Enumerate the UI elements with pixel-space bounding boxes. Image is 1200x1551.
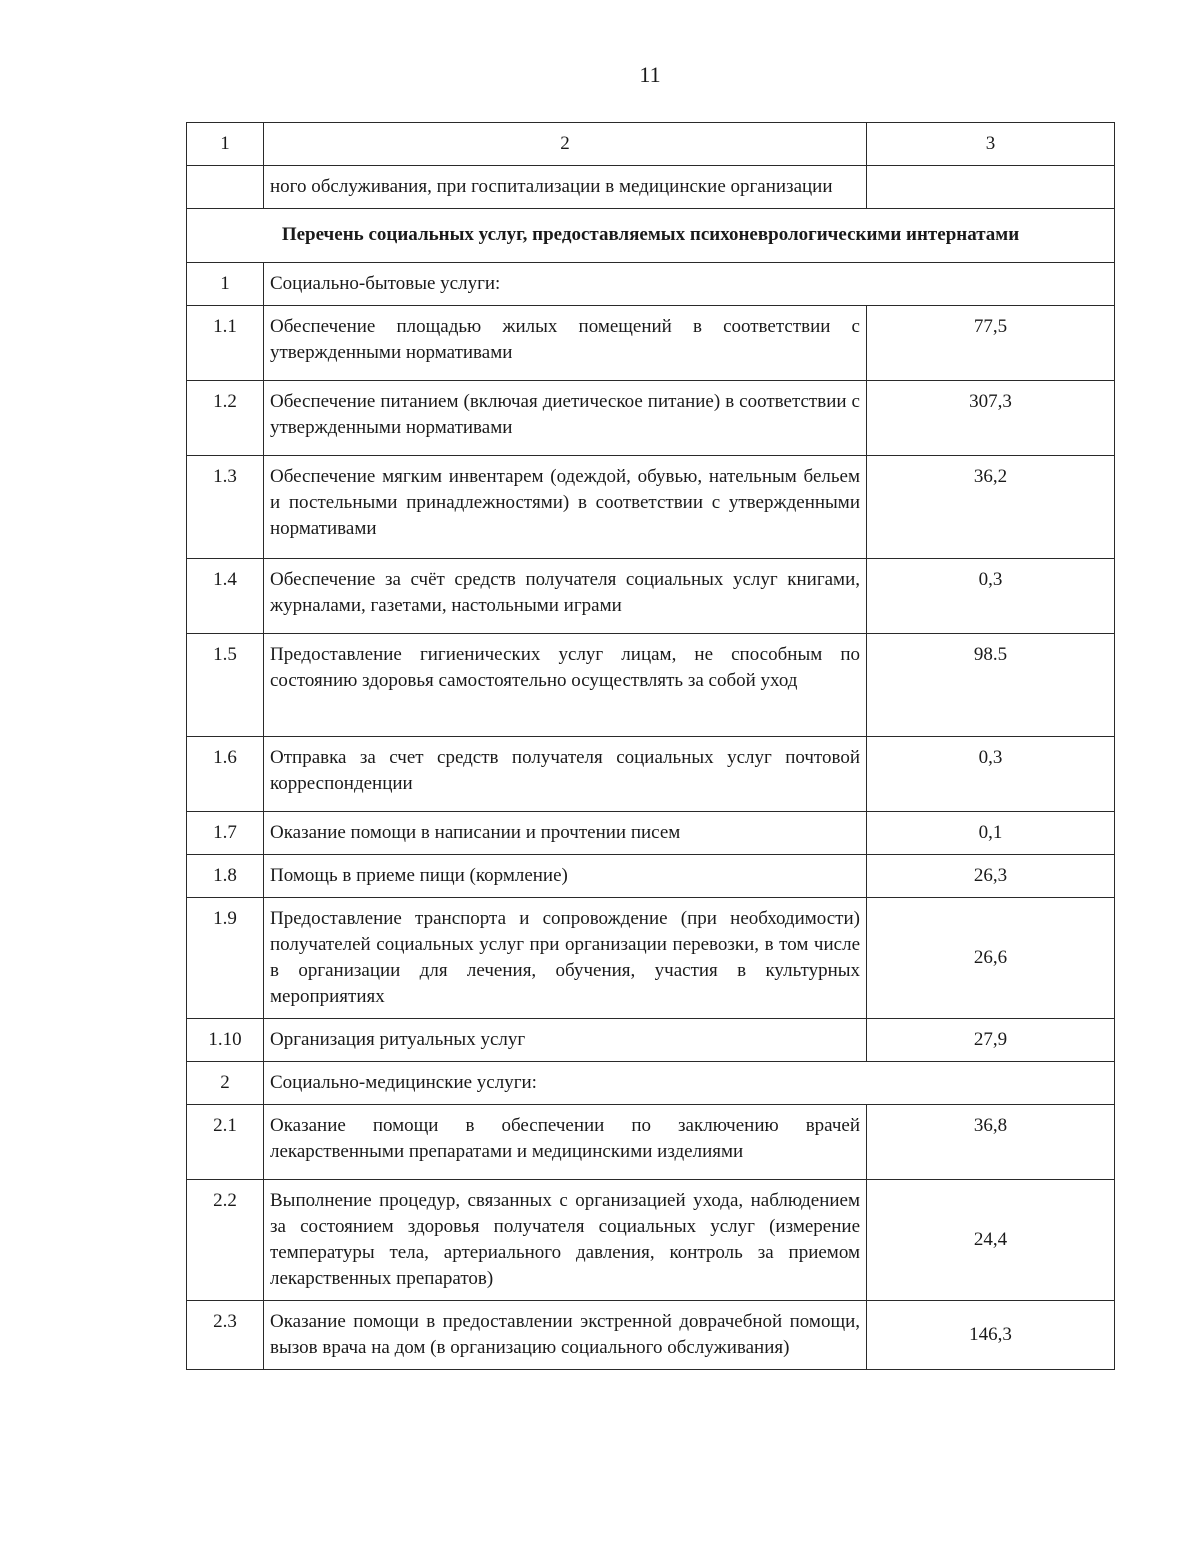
table-row: [187, 306, 1115, 381]
section-title-row: [187, 209, 1115, 263]
table-row: [187, 634, 1115, 737]
header-cell-1: 1: [187, 123, 264, 166]
table-row: [187, 812, 1115, 855]
row-number: 1.8: [187, 855, 264, 898]
table-row: [187, 1180, 1115, 1301]
table-row: [187, 1301, 1115, 1370]
row-value: 0,3: [867, 737, 1115, 812]
row-number: 1.6: [187, 737, 264, 812]
row-value: 0,1: [867, 812, 1115, 855]
row-number: 1.10: [187, 1019, 264, 1062]
row-value: 26,6: [867, 898, 1115, 1019]
row-value: 36,2: [867, 456, 1115, 559]
row-value: 26,3: [867, 855, 1115, 898]
table-row: [187, 737, 1115, 812]
row-value: 27,9: [867, 1019, 1115, 1062]
table-row: [187, 855, 1115, 898]
table-row: [187, 898, 1115, 1019]
group-title: Социально-медицинские услуги:: [264, 1062, 1115, 1105]
row-number: 1.7: [187, 812, 264, 855]
header-cell-3: 3: [867, 123, 1115, 166]
row-description: Оказание помощи в предоставлении экстренной доврачебной помощи, вызов врача на дом (в организацию социального обслуживания): [264, 1301, 867, 1370]
group-row: [187, 1062, 1115, 1105]
table-header-row: [187, 123, 1115, 166]
row-number: 1.2: [187, 381, 264, 456]
row-description: Помощь в приеме пищи (кормление): [264, 855, 867, 898]
table-row: [187, 1019, 1115, 1062]
row-value: 98.5: [867, 634, 1115, 737]
row-number: 1.9: [187, 898, 264, 1019]
row-value: 36,8: [867, 1105, 1115, 1180]
group-row: [187, 263, 1115, 306]
row-number: 1.1: [187, 306, 264, 381]
table-row: [187, 456, 1115, 559]
row-description: Выполнение процедур, связанных с организацией ухода, наблюдением за состоянием здоровья получателя социальных услуг (измерение температуры тела, артериального давления, контроль за приемом лекарственных препаратов): [264, 1180, 867, 1301]
group-title: Социально-бытовые услуги:: [264, 263, 1115, 306]
row-description: Отправка за счет средств получателя социальных услуг почтовой корреспонденции: [264, 737, 867, 812]
table-row: [187, 381, 1115, 456]
table-row: [187, 1105, 1115, 1180]
row-value: 146,3: [867, 1301, 1115, 1370]
row-value: 77,5: [867, 306, 1115, 381]
continuation-value-cell: [867, 166, 1115, 209]
services-table: [186, 122, 1115, 1370]
page-number: 11: [639, 62, 661, 87]
group-number: 2: [187, 1062, 264, 1105]
row-description: Обеспечение за счёт средств получателя социальных услуг книгами, журналами, газетами, настольными играми: [264, 559, 867, 634]
row-number: 2.2: [187, 1180, 264, 1301]
row-number: 1.5: [187, 634, 264, 737]
row-description: Обеспечение площадью жилых помещений в соответствии с утвержденными нормативами: [264, 306, 867, 381]
row-number: 2.3: [187, 1301, 264, 1370]
row-number: 1.3: [187, 456, 264, 559]
continuation-row: [187, 166, 1115, 209]
row-description: Организация ритуальных услуг: [264, 1019, 867, 1062]
continuation-num-cell: [187, 166, 264, 209]
header-cell-2: 2: [264, 123, 867, 166]
row-description: Оказание помощи в написании и прочтении писем: [264, 812, 867, 855]
row-description: Предоставление гигиенических услуг лицам, не способным по состоянию здоровья самостоятельно осуществлять за собой уход: [264, 634, 867, 737]
row-description: Предоставление транспорта и сопровождение (при необходимости) получателей социальных услуг при организации перевозки, в том числе в организации для лечения, обучения, участия в культурных мероприятиях: [264, 898, 867, 1019]
row-number: 1.4: [187, 559, 264, 634]
row-value: 307,3: [867, 381, 1115, 456]
section-title: Перечень социальных услуг, предоставляемых психоневрологическими интернатами: [187, 209, 1115, 263]
row-description: Обеспечение питанием (включая диетическое питание) в соответствии с утвержденными нормативами: [264, 381, 867, 456]
row-value: 24,4: [867, 1180, 1115, 1301]
group-number: 1: [187, 263, 264, 306]
continuation-text: ного обслуживания, при госпитализации в медицинские организации: [264, 166, 867, 209]
row-description: Обеспечение мягким инвентарем (одеждой, обувью, нательным бельем и постельными принадлежностями) в соответствии с утвержденными нормативами: [264, 456, 867, 559]
row-value: 0,3: [867, 559, 1115, 634]
table-row: [187, 559, 1115, 634]
row-number: 2.1: [187, 1105, 264, 1180]
row-description: Оказание помощи в обеспечении по заключению врачей лекарственными препаратами и медицинскими изделиями: [264, 1105, 867, 1180]
